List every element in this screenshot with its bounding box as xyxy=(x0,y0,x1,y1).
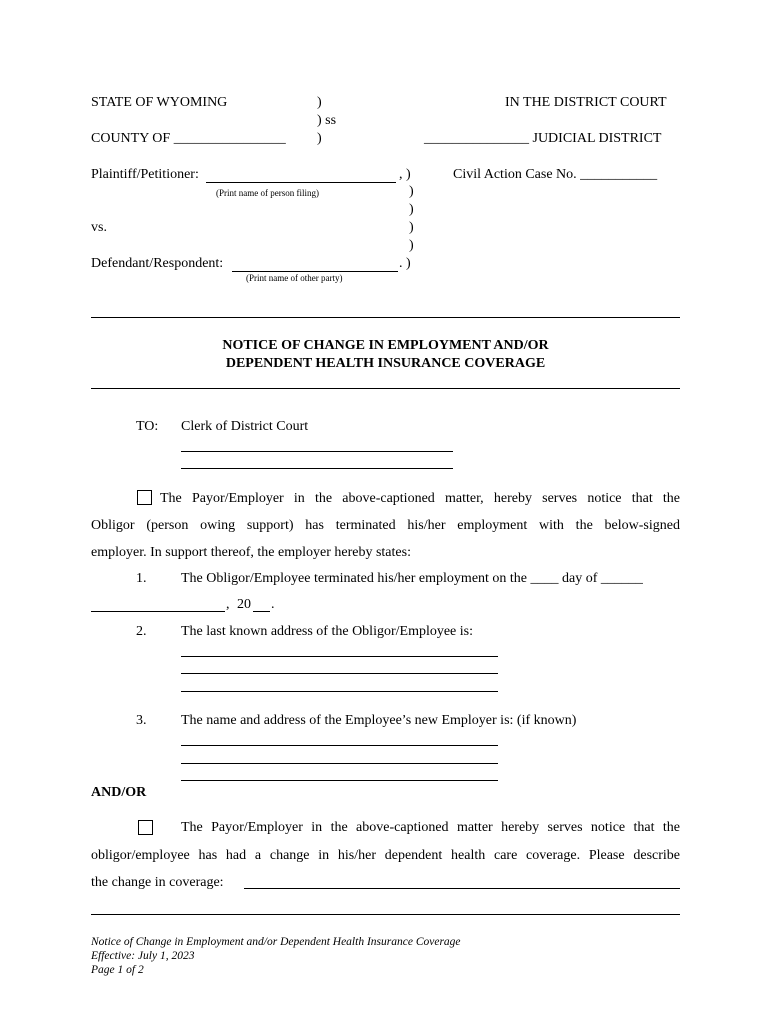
caption-paren: ) xyxy=(317,95,322,110)
caption-paren: ) xyxy=(409,220,414,235)
defendant-note: (Print name of other party) xyxy=(246,273,343,283)
item1-year-prefix: 20 xyxy=(237,597,251,612)
defendant-name-line[interactable] xyxy=(232,271,398,272)
caption-paren: ) xyxy=(409,238,414,253)
section1-intro-line2: Obligor (person owing support) has terminated his/her employment with the below-signed xyxy=(91,518,680,533)
case-number-label: Civil Action Case No. ___________ xyxy=(453,167,658,182)
caption-paren: ) xyxy=(409,184,414,199)
caption-paren: , ) xyxy=(399,167,411,182)
footer-effective-date: Effective: July 1, 2023 xyxy=(91,950,195,962)
item3-text: The name and address of the Employee’s new Employer is: (if known) xyxy=(181,713,577,728)
title-bottom-rule xyxy=(91,388,680,389)
caption-paren: ) xyxy=(409,202,414,217)
to-label: TO: xyxy=(136,419,159,434)
section2-line3: the change in coverage: xyxy=(91,875,224,890)
new-employer-line[interactable] xyxy=(181,780,498,781)
county-label: COUNTY OF ________________ xyxy=(91,131,286,146)
to-value: Clerk of District Court xyxy=(181,419,309,434)
item2-text: The last known address of the Obligor/Employee is: xyxy=(181,624,473,639)
andor-heading: AND/OR xyxy=(91,785,147,800)
plaintiff-label: Plaintiff/Petitioner: xyxy=(91,167,199,182)
coverage-description-line[interactable] xyxy=(244,888,680,889)
item1-number: 1. xyxy=(136,571,147,586)
defendant-label: Defendant/Respondent: xyxy=(91,256,224,271)
to-address-line[interactable] xyxy=(181,468,453,469)
item2-number: 2. xyxy=(136,624,147,639)
item1-period: . xyxy=(271,597,275,612)
section2-line2: obligor/employee has had a change in his/her dependent health care coverage. Please describe xyxy=(91,848,680,863)
state-label: STATE OF WYOMING xyxy=(91,95,228,110)
coverage-description-line[interactable] xyxy=(91,914,680,915)
document-title-line2: DEPENDENT HEALTH INSURANCE COVERAGE xyxy=(225,356,546,371)
title-top-rule xyxy=(91,317,680,318)
court-label: IN THE DISTRICT COURT xyxy=(505,95,667,110)
judicial-district-label: _______________ JUDICIAL DISTRICT xyxy=(424,131,662,146)
item1-comma: , xyxy=(226,597,230,612)
plaintiff-note: (Print name of person filing) xyxy=(216,188,319,198)
obligor-address-line[interactable] xyxy=(181,656,498,657)
caption-ss: ) ss xyxy=(317,113,337,128)
termination-month-line[interactable] xyxy=(91,611,225,612)
item3-number: 3. xyxy=(136,713,147,728)
coverage-change-checkbox[interactable] xyxy=(138,820,153,835)
vs-label: vs. xyxy=(91,220,107,235)
new-employer-line[interactable] xyxy=(181,763,498,764)
footer-title: Notice of Change in Employment and/or Dependent Health Insurance Coverage xyxy=(91,936,461,948)
new-employer-line[interactable] xyxy=(181,745,498,746)
termination-checkbox[interactable] xyxy=(137,490,152,505)
termination-year-line[interactable] xyxy=(253,611,270,612)
item1-text: The Obligor/Employee terminated his/her employment on the ____ day of ______ xyxy=(181,571,643,586)
to-address-line[interactable] xyxy=(181,451,453,452)
document-title-line1: NOTICE OF CHANGE IN EMPLOYMENT AND/OR xyxy=(222,338,549,353)
section1-intro-line3: employer. In support thereof, the employer hereby states: xyxy=(91,545,411,560)
section2-line1: The Payor/Employer in the above-captioned matter hereby serves notice that the xyxy=(181,820,680,835)
footer-page-number: Page 1 of 2 xyxy=(91,964,144,976)
obligor-address-line[interactable] xyxy=(181,691,498,692)
section1-intro-line1: The Payor/Employer in the above-captioned matter, hereby serves notice that the xyxy=(160,491,680,506)
caption-paren: . ) xyxy=(399,256,411,271)
page-footer xyxy=(91,935,461,977)
caption-paren: ) xyxy=(317,131,322,146)
plaintiff-name-line[interactable] xyxy=(206,182,396,183)
obligor-address-line[interactable] xyxy=(181,673,498,674)
